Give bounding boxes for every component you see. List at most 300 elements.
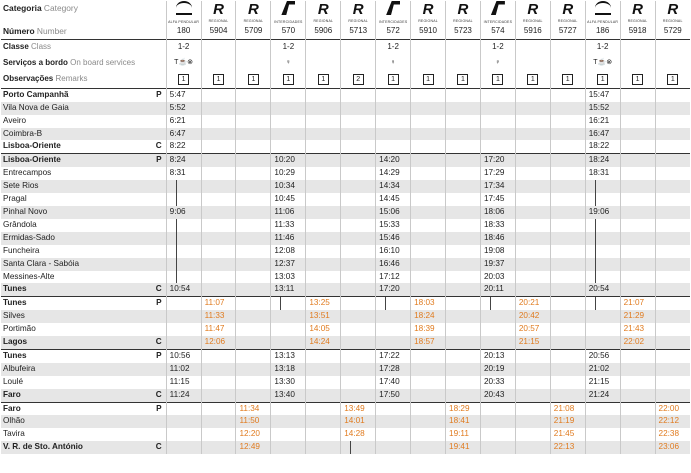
time-cell <box>376 88 411 101</box>
time-cell: 17:12 <box>376 271 411 284</box>
time-cell <box>550 336 585 349</box>
station-flag: P <box>156 155 162 165</box>
time-cell <box>585 310 620 323</box>
train-class <box>655 39 690 56</box>
train-category-cell <box>201 1 236 24</box>
time-cell <box>376 140 411 153</box>
time-cell <box>550 323 585 336</box>
train-category-cell <box>515 1 550 24</box>
time-cell <box>341 441 376 454</box>
time-cell: 14:24 <box>306 336 341 349</box>
timetable-row <box>1 115 690 128</box>
time-cell <box>306 140 341 153</box>
time-cell <box>306 154 341 167</box>
time-cell <box>620 283 655 296</box>
time-cell <box>550 389 585 402</box>
timetable-row <box>1 193 690 206</box>
train-category-cell <box>306 1 341 24</box>
station-cell <box>1 167 166 180</box>
time-cell: 5:52 <box>166 102 201 115</box>
time-cell <box>306 232 341 245</box>
time-cell <box>515 232 550 245</box>
time-cell <box>236 323 271 336</box>
remark-box: 1 <box>423 74 434 85</box>
time-cell <box>236 193 271 206</box>
time-cell <box>201 102 236 115</box>
time-cell <box>515 441 550 454</box>
time-cell <box>411 115 446 128</box>
station-cell <box>1 180 166 193</box>
station-flag: C <box>155 389 162 399</box>
timetable-row <box>1 323 690 336</box>
time-cell <box>201 271 236 284</box>
time-cell <box>376 428 411 441</box>
train-category-cell <box>550 1 585 24</box>
timetable-row <box>1 180 690 193</box>
time-cell: 11:33 <box>201 310 236 323</box>
time-cell <box>446 88 481 101</box>
time-cell: 14:28 <box>341 428 376 441</box>
time-cell: 10:20 <box>271 154 306 167</box>
time-cell <box>166 271 201 284</box>
train-number: 180 <box>166 24 201 39</box>
time-cell <box>166 193 201 206</box>
time-cell <box>236 297 271 310</box>
train-category-cell <box>446 1 481 24</box>
station-cell <box>1 349 166 362</box>
train-class <box>306 39 341 56</box>
time-cell <box>376 402 411 415</box>
time-cell <box>201 193 236 206</box>
station-name: Lagos <box>3 337 28 347</box>
train-class <box>341 39 376 56</box>
time-cell <box>480 102 515 115</box>
timetable-row <box>1 140 690 153</box>
time-cell <box>585 193 620 206</box>
time-cell <box>271 415 306 428</box>
station-name: Aveiro <box>3 115 27 125</box>
regional-logo-icon: R <box>527 1 539 18</box>
time-cell <box>620 363 655 376</box>
time-cell <box>620 88 655 101</box>
time-cell <box>201 245 236 258</box>
train-category-cell <box>480 1 515 24</box>
train-number: 186 <box>585 24 620 39</box>
station-name: Albufeira <box>3 363 36 373</box>
time-cell <box>515 349 550 362</box>
time-cell: 10:29 <box>271 167 306 180</box>
time-cell <box>446 102 481 115</box>
train-remarks <box>376 72 411 89</box>
timetable <box>1 1 690 454</box>
time-cell <box>655 154 690 167</box>
timetable-row <box>1 389 690 402</box>
timetable-row <box>1 232 690 245</box>
station-cell <box>1 102 166 115</box>
time-cell <box>341 323 376 336</box>
time-cell: 20:21 <box>515 297 550 310</box>
time-cell <box>446 167 481 180</box>
time-cell <box>341 154 376 167</box>
time-cell <box>515 428 550 441</box>
time-cell <box>446 206 481 219</box>
time-cell <box>446 115 481 128</box>
train-services <box>550 56 585 72</box>
station-cell <box>1 323 166 336</box>
time-cell <box>341 232 376 245</box>
time-cell <box>480 310 515 323</box>
time-cell <box>655 219 690 232</box>
time-cell <box>480 323 515 336</box>
time-cell: 20:54 <box>585 283 620 296</box>
station-name: Coimbra-B <box>3 128 43 138</box>
time-cell <box>655 167 690 180</box>
timetable-row <box>1 310 690 323</box>
time-cell <box>585 245 620 258</box>
time-cell <box>446 363 481 376</box>
time-cell <box>201 88 236 101</box>
time-cell <box>446 193 481 206</box>
remark-box: 1 <box>248 74 259 85</box>
train-services <box>236 56 271 72</box>
time-cell: 12:06 <box>201 336 236 349</box>
time-cell <box>306 180 341 193</box>
station-name: Pragal <box>3 194 27 204</box>
time-cell <box>236 336 271 349</box>
time-cell <box>306 206 341 219</box>
time-cell: 12:08 <box>271 245 306 258</box>
time-cell <box>341 310 376 323</box>
time-cell <box>620 402 655 415</box>
time-cell <box>376 336 411 349</box>
time-cell: 11:50 <box>236 415 271 428</box>
time-cell: 12:37 <box>271 258 306 271</box>
number-label: Número Number <box>3 25 67 36</box>
time-cell <box>411 283 446 296</box>
time-cell <box>550 206 585 219</box>
time-cell <box>306 245 341 258</box>
time-cell <box>480 428 515 441</box>
time-cell <box>480 128 515 141</box>
time-cell: 22:00 <box>655 402 690 415</box>
time-cell <box>655 283 690 296</box>
time-cell: 17:50 <box>376 389 411 402</box>
time-cell: 13:51 <box>306 310 341 323</box>
station-name: Silves <box>3 311 25 321</box>
train-category-sublabel: ALFA PENDULAR <box>168 19 200 24</box>
station-cell <box>1 154 166 167</box>
time-cell <box>655 363 690 376</box>
time-cell: 22:38 <box>655 428 690 441</box>
train-category-cell <box>166 1 201 24</box>
time-cell: 11:47 <box>201 323 236 336</box>
train-category-sublabel: INTERCIDADES <box>274 19 303 24</box>
time-cell <box>550 140 585 153</box>
time-cell <box>480 88 515 101</box>
train-category-sublabel: REGIONAL <box>662 18 683 23</box>
time-cell: 11:34 <box>236 402 271 415</box>
time-cell: 17:20 <box>480 154 515 167</box>
timetable-row <box>1 297 690 310</box>
timetable-row <box>1 441 690 454</box>
train-category-cell <box>655 1 690 24</box>
time-cell <box>306 402 341 415</box>
train-remarks <box>341 72 376 89</box>
timetable-row <box>1 349 690 362</box>
station-cell <box>1 245 166 258</box>
time-cell: 17:20 <box>376 283 411 296</box>
train-services <box>411 56 446 72</box>
time-cell: 14:29 <box>376 167 411 180</box>
time-cell: 20:03 <box>480 271 515 284</box>
train-category-sublabel: ALFA PENDULAR <box>587 19 619 24</box>
time-cell <box>620 245 655 258</box>
remark-box: 1 <box>318 74 329 85</box>
time-cell <box>201 115 236 128</box>
time-cell: 19:41 <box>446 441 481 454</box>
station-name: Sete Rios <box>3 181 39 191</box>
train-class <box>446 39 481 56</box>
time-cell <box>550 193 585 206</box>
time-cell <box>655 349 690 362</box>
time-cell <box>411 193 446 206</box>
time-cell <box>515 258 550 271</box>
remark-box: 1 <box>283 74 294 85</box>
time-cell <box>271 402 306 415</box>
time-cell: 18:06 <box>480 206 515 219</box>
time-cell <box>655 271 690 284</box>
time-cell: 21:24 <box>585 389 620 402</box>
time-cell <box>411 271 446 284</box>
time-cell <box>341 389 376 402</box>
time-cell <box>306 167 341 180</box>
time-cell: 8:31 <box>166 167 201 180</box>
train-remarks <box>515 72 550 89</box>
time-cell <box>306 363 341 376</box>
remark-box: 1 <box>388 74 399 85</box>
time-cell: 10:54 <box>166 283 201 296</box>
intercidades-logo-icon <box>491 1 505 15</box>
time-cell <box>550 180 585 193</box>
time-cell: 21:07 <box>620 297 655 310</box>
time-cell <box>515 363 550 376</box>
category-label: Categoria Category <box>3 3 78 13</box>
train-remarks <box>446 72 481 89</box>
time-cell <box>166 310 201 323</box>
time-cell: 20:19 <box>480 363 515 376</box>
time-cell <box>411 154 446 167</box>
time-cell <box>306 283 341 296</box>
time-cell <box>515 88 550 101</box>
time-cell <box>201 376 236 389</box>
time-cell <box>201 363 236 376</box>
time-cell <box>166 232 201 245</box>
timetable-row <box>1 271 690 284</box>
time-cell <box>480 415 515 428</box>
time-cell: 20:11 <box>480 283 515 296</box>
station-name: Entrecampos <box>3 168 52 178</box>
time-cell <box>446 310 481 323</box>
time-cell <box>446 140 481 153</box>
remarks-label: Observações Remarks <box>3 74 88 84</box>
time-cell <box>306 128 341 141</box>
time-cell <box>655 310 690 323</box>
time-cell: 11:02 <box>166 363 201 376</box>
time-cell: 18:24 <box>411 310 446 323</box>
regional-logo-icon: R <box>352 1 364 18</box>
train-remarks <box>585 72 620 89</box>
time-cell <box>620 206 655 219</box>
train-remarks <box>655 72 690 89</box>
time-cell <box>411 402 446 415</box>
time-cell: 22:13 <box>550 441 585 454</box>
timetable-row <box>1 219 690 232</box>
time-cell <box>341 258 376 271</box>
time-cell: 19:08 <box>480 245 515 258</box>
train-class <box>236 39 271 56</box>
train-remarks <box>236 72 271 89</box>
station-name: Portimão <box>3 324 36 334</box>
time-cell <box>411 349 446 362</box>
time-cell <box>236 349 271 362</box>
time-cell <box>515 180 550 193</box>
station-flag: C <box>155 141 162 151</box>
time-cell <box>236 219 271 232</box>
time-cell <box>620 219 655 232</box>
time-cell: 22:02 <box>620 336 655 349</box>
station-flag: C <box>155 337 162 347</box>
time-cell <box>550 115 585 128</box>
time-cell <box>550 310 585 323</box>
time-cell: 17:34 <box>480 180 515 193</box>
remark-box: 1 <box>213 74 224 85</box>
train-number: 5727 <box>550 24 585 39</box>
train-remarks <box>166 72 201 89</box>
regional-logo-icon: R <box>248 1 259 18</box>
train-category-sublabel: REGIONAL <box>418 18 438 23</box>
time-cell: 18:46 <box>480 232 515 245</box>
train-category-cell <box>341 1 376 24</box>
train-remarks <box>480 72 515 89</box>
time-cell <box>341 102 376 115</box>
time-cell <box>620 102 655 115</box>
time-cell: 21:02 <box>585 363 620 376</box>
time-cell <box>306 88 341 101</box>
time-cell: 17:22 <box>376 349 411 362</box>
station-name: Lisboa-Oriente <box>3 141 61 151</box>
time-cell <box>201 389 236 402</box>
time-cell: 23:06 <box>655 441 690 454</box>
station-name: Faro <box>3 389 21 399</box>
time-cell: 10:45 <box>271 193 306 206</box>
train-number: 574 <box>480 24 515 39</box>
time-cell: 21:29 <box>620 310 655 323</box>
time-cell <box>271 336 306 349</box>
timetable-row <box>1 167 690 180</box>
time-cell <box>166 441 201 454</box>
remark-box: 1 <box>178 74 189 85</box>
time-cell <box>585 441 620 454</box>
time-cell: 16:46 <box>376 258 411 271</box>
station-cell <box>1 258 166 271</box>
time-cell <box>201 428 236 441</box>
time-cell <box>201 441 236 454</box>
time-cell <box>550 154 585 167</box>
time-cell <box>480 140 515 153</box>
time-cell <box>515 219 550 232</box>
train-category-cell <box>236 1 271 24</box>
time-cell: 8:22 <box>166 140 201 153</box>
train-remarks <box>271 72 306 89</box>
time-cell <box>271 297 306 310</box>
train-category-sublabel: REGIONAL <box>313 18 334 23</box>
time-cell <box>306 376 341 389</box>
timetable-row <box>1 336 690 349</box>
time-cell <box>515 402 550 415</box>
time-cell <box>480 402 515 415</box>
time-cell <box>341 206 376 219</box>
station-cell <box>1 402 166 415</box>
time-cell: 11:24 <box>166 389 201 402</box>
station-name: Olhão <box>3 416 25 426</box>
time-cell <box>655 140 690 153</box>
time-cell <box>550 88 585 101</box>
train-class: 1-2 <box>585 39 620 56</box>
time-cell <box>201 415 236 428</box>
time-cell: 10:34 <box>271 180 306 193</box>
station-name: Funcheira <box>3 245 40 255</box>
time-cell <box>201 154 236 167</box>
time-cell: 13:03 <box>271 271 306 284</box>
time-cell <box>236 88 271 101</box>
alfa-pendular-logo-icon <box>595 1 611 15</box>
timetable-row <box>1 245 690 258</box>
time-cell <box>411 167 446 180</box>
time-cell <box>446 180 481 193</box>
station-name: Faro <box>3 403 21 413</box>
timetable-row <box>1 415 690 428</box>
time-cell: 21:08 <box>550 402 585 415</box>
time-cell <box>341 283 376 296</box>
time-cell: 16:10 <box>376 245 411 258</box>
time-cell <box>446 297 481 310</box>
time-cell <box>620 128 655 141</box>
station-name: Loulé <box>3 376 24 386</box>
train-category-cell <box>411 1 446 24</box>
time-cell: 11:15 <box>166 376 201 389</box>
train-category-sublabel: REGIONAL <box>208 18 229 23</box>
time-cell <box>585 428 620 441</box>
time-cell <box>341 349 376 362</box>
train-remarks <box>620 72 655 89</box>
remark-box: 2 <box>353 74 364 85</box>
remark-box: 1 <box>492 74 503 85</box>
time-cell <box>620 140 655 153</box>
time-cell: 20:56 <box>585 349 620 362</box>
time-cell: 13:13 <box>271 349 306 362</box>
train-number: 5713 <box>341 24 376 39</box>
time-cell <box>306 271 341 284</box>
time-cell <box>446 323 481 336</box>
time-cell <box>236 245 271 258</box>
time-cell <box>201 232 236 245</box>
time-cell <box>585 180 620 193</box>
time-cell <box>166 323 201 336</box>
station-cell <box>1 389 166 402</box>
time-cell: 18:39 <box>411 323 446 336</box>
time-cell: 18:29 <box>446 402 481 415</box>
time-cell <box>166 297 201 310</box>
